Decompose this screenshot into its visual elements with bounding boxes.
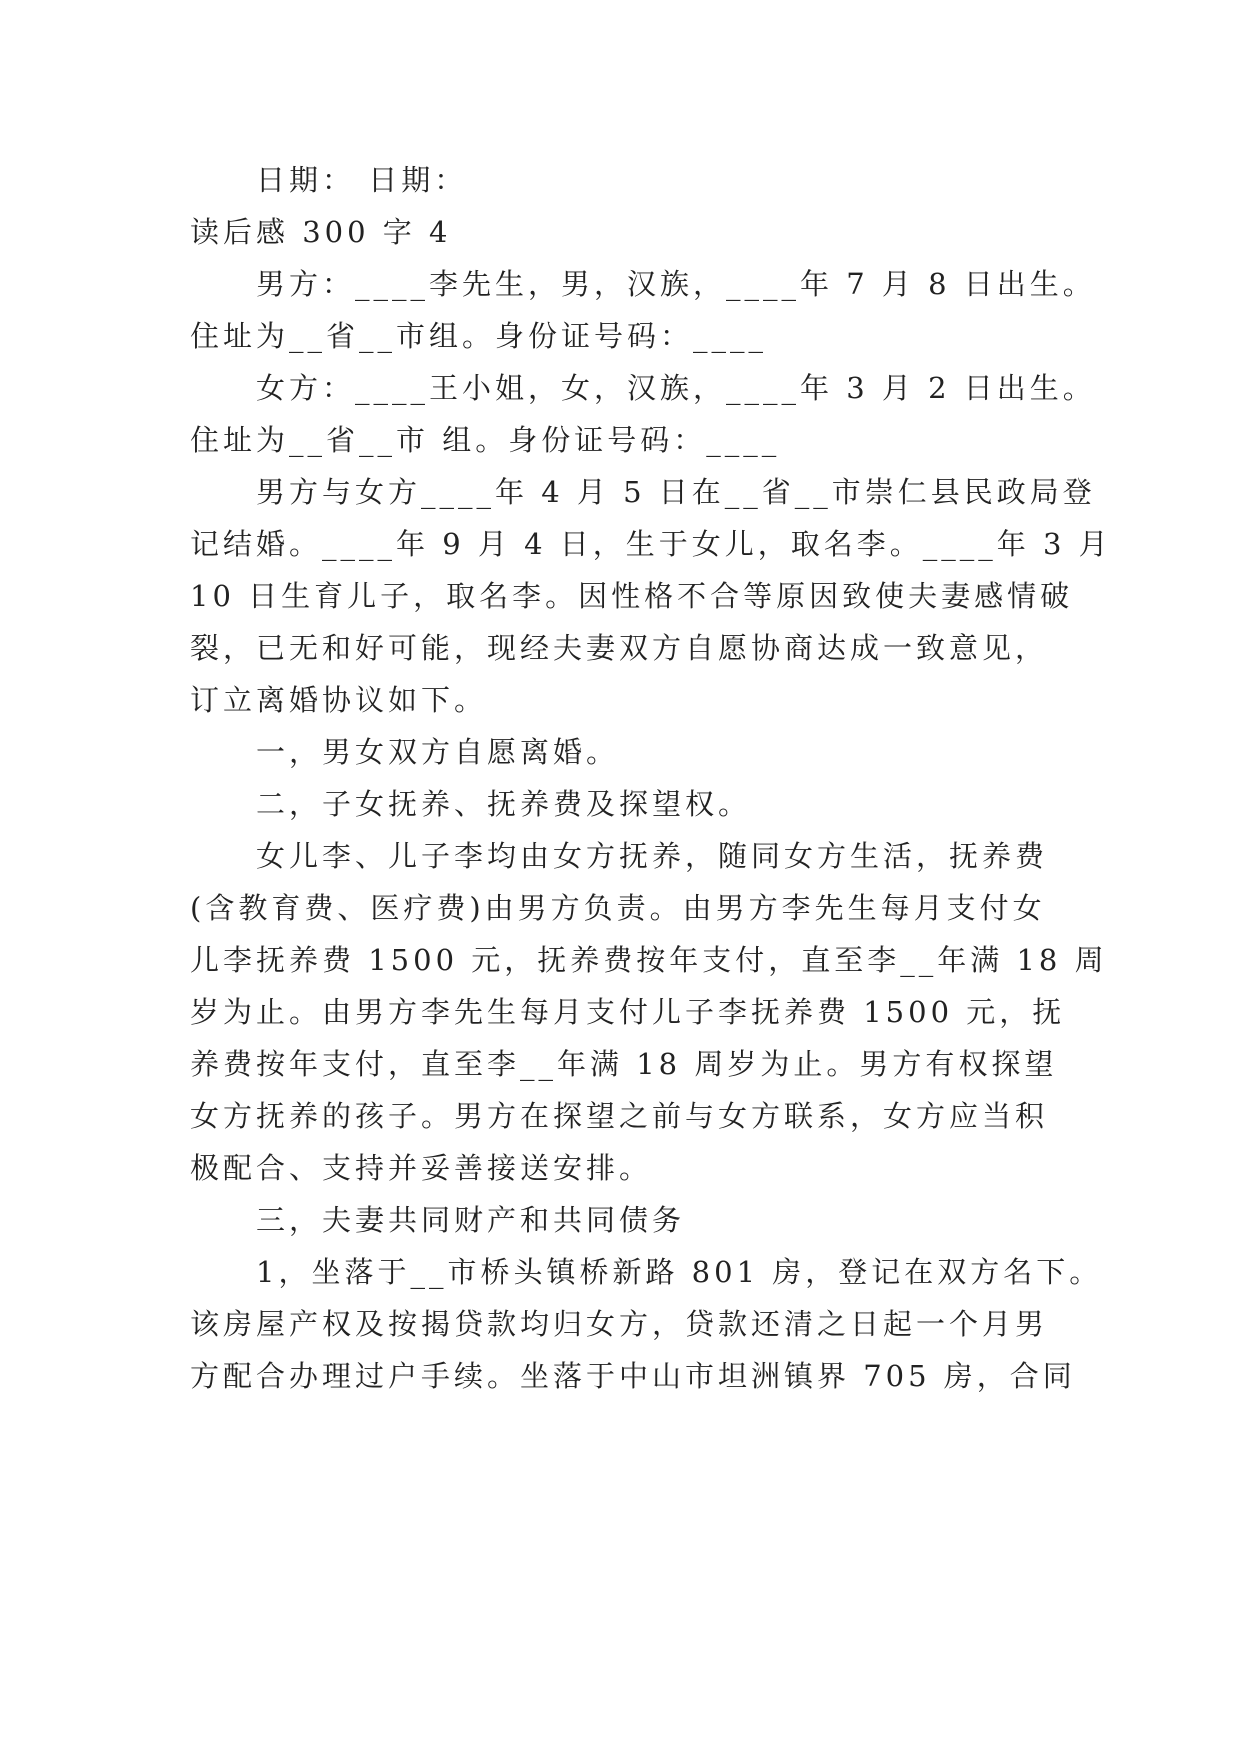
clause-heading: 二，子女抚养、抚养费及探望权。 (256, 787, 752, 821)
clause-heading: 三，夫妻共同财产和共同债务 (256, 1203, 686, 1237)
paragraph-line: 方配合办理过户手续。坐落于中山市坦洲镇界 705 房，合同 (190, 1359, 1076, 1393)
paragraph-line: 男方与女方____年 4 月 5 日在__省__市崇仁县民政局登 (256, 475, 1096, 509)
paragraph-line: 儿李抚养费 1500 元，抚养费按年支付，直至李__年满 18 周 (190, 943, 1108, 977)
paragraph-line: 记结婚。____年 9 月 4 日，生于女儿，取名李。____年 3 月 (190, 527, 1112, 561)
paragraph-line: 极配合、支持并妥善接送安排。 (190, 1151, 653, 1185)
paragraph-line: 女儿李、儿子李均由女方抚养，随同女方生活，抚养费 (256, 839, 1049, 873)
date-line: 日期： 日期： (256, 163, 468, 197)
paragraph-line: 该房屋产权及按揭贷款均归女方，贷款还清之日起一个月男 (190, 1307, 1049, 1341)
female-address-line: 住址为__省__市 组。身份证号码：____ (190, 423, 781, 457)
female-party-line: 女方：____王小姐，女，汉族，____年 3 月 2 日出生。 (256, 371, 1096, 405)
paragraph-line: 订立离婚协议如下。 (190, 683, 488, 717)
paragraph-line: 10 日生育儿子，取名李。因性格不合等原因致使夫妻感情破 (190, 579, 1074, 613)
paragraph-line: 裂，已无和好可能，现经夫妻双方自愿协商达成一致意见， (190, 631, 1049, 665)
paragraph-line: 1，坐落于__市桥头镇桥新路 801 房，登记在双方名下。 (256, 1255, 1103, 1289)
paragraph-line: (含教育费、医疗费)由男方负责。由男方李先生每月支付女 (190, 891, 1046, 925)
section-heading: 读后感 300 字 4 (190, 215, 452, 249)
male-address-line: 住址为__省__市组。身份证号码：____ (190, 319, 768, 353)
male-party-line: 男方：____李先生，男，汉族，____年 7 月 8 日出生。 (256, 267, 1096, 301)
clause-heading: 一，男女双方自愿离婚。 (256, 735, 620, 769)
paragraph-line: 养费按年支付，直至李__年满 18 周岁为止。男方有权探望 (190, 1047, 1058, 1081)
paragraph-line: 女方抚养的孩子。男方在探望之前与女方联系，女方应当积 (190, 1099, 1049, 1133)
paragraph-line: 岁为止。由男方李先生每月支付儿子李抚养费 1500 元，抚 (190, 995, 1066, 1029)
